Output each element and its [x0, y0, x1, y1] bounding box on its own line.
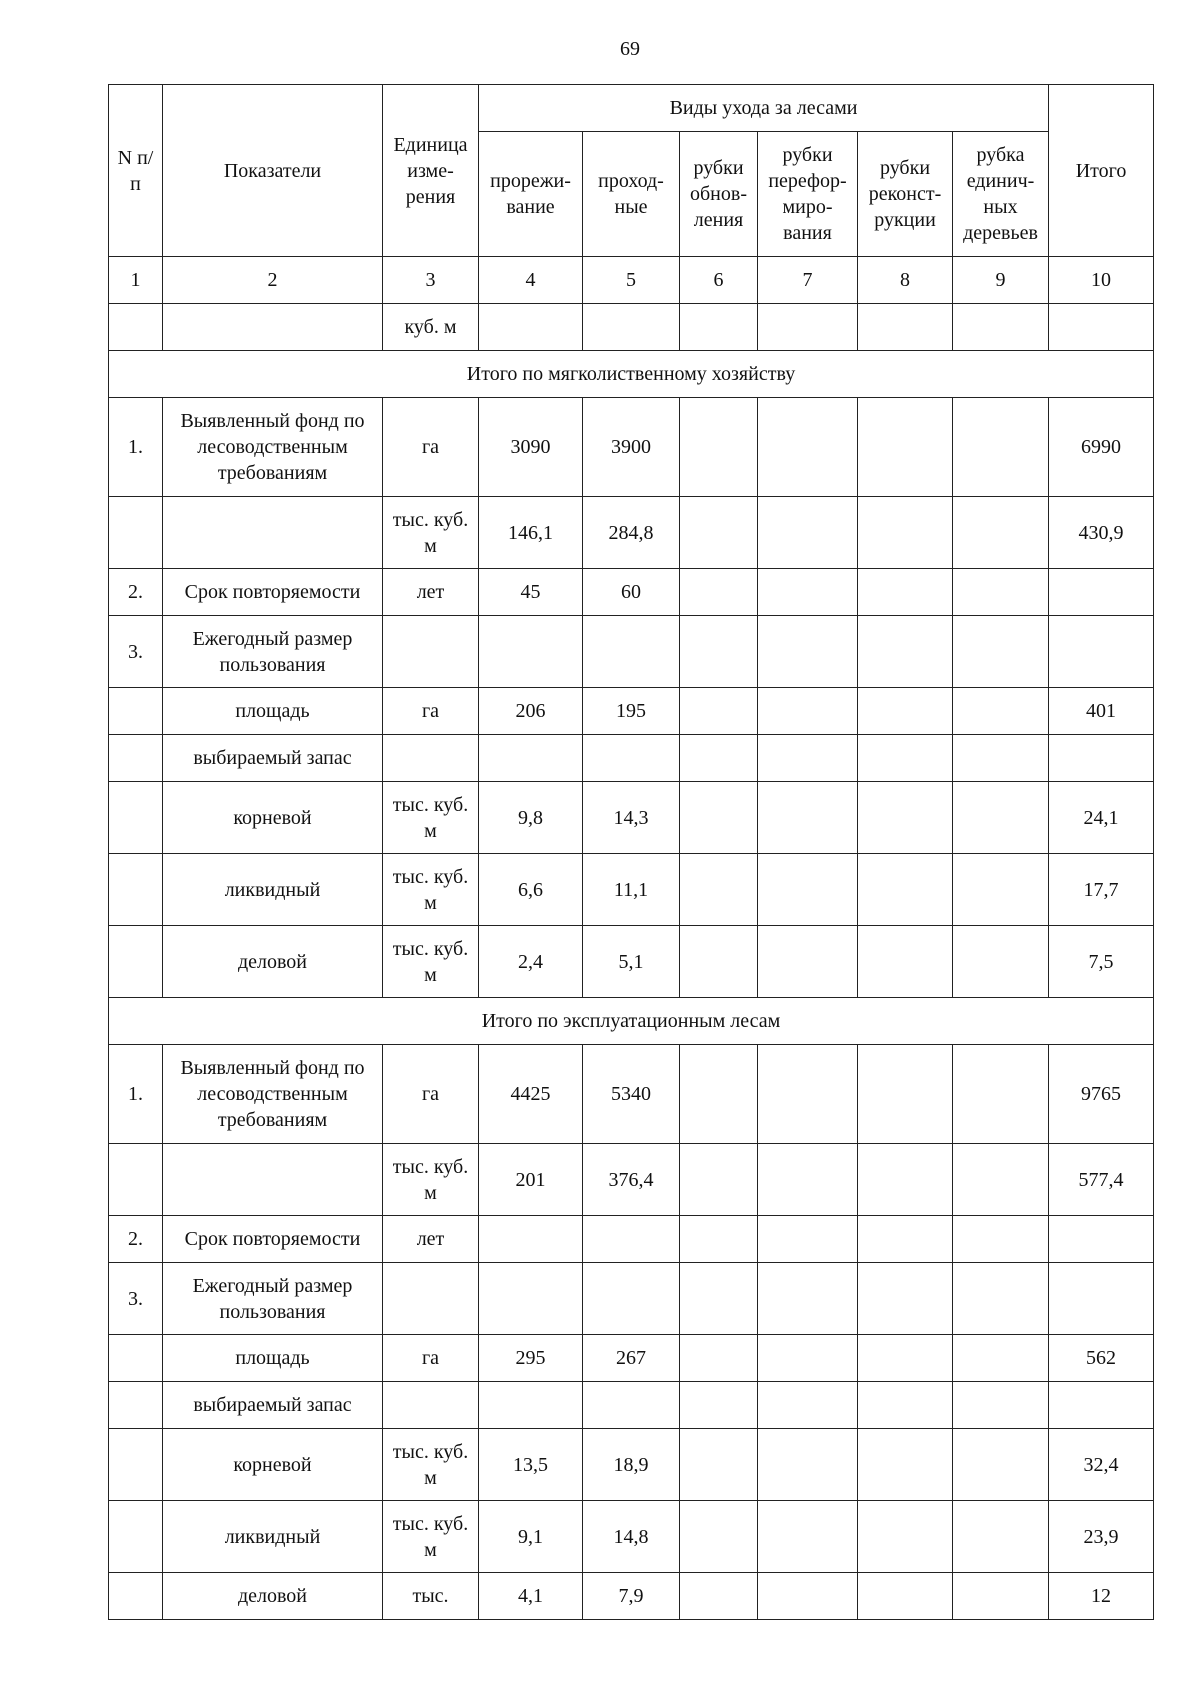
cell-passing: 195 [583, 688, 680, 735]
table-row [109, 304, 1154, 351]
cell-unit: тыс. куб. м [383, 926, 479, 998]
cell-reform [758, 616, 858, 688]
header-reconstruction: рубки реконст-рукции [858, 132, 953, 257]
cell-reform [758, 1216, 858, 1263]
cell-thinning [479, 616, 583, 688]
cell-total: 6990 [1049, 398, 1154, 497]
cell-renewal [680, 1144, 758, 1216]
cell-total: 7,5 [1049, 926, 1154, 998]
col-number: 8 [858, 257, 953, 304]
table-row [109, 854, 1154, 926]
cell-indicator: деловой [163, 1573, 383, 1620]
header-num: N п/п [109, 85, 163, 257]
cell-renewal [680, 782, 758, 854]
header-thinning: прорежи-вание [479, 132, 583, 257]
header-indicator: Показатели [163, 85, 383, 257]
cell-reform [758, 1335, 858, 1382]
cell-row-number [109, 1382, 163, 1429]
col-number: 9 [953, 257, 1049, 304]
cell-total: 430,9 [1049, 497, 1154, 569]
cell-unit: тыс. куб. м [383, 782, 479, 854]
cell-passing: 376,4 [583, 1144, 680, 1216]
cell-row-number: 2. [109, 1216, 163, 1263]
table-row [109, 782, 1154, 854]
cell-total [1049, 569, 1154, 616]
table-row [109, 1382, 1154, 1429]
cell-reform [758, 304, 858, 351]
cell-passing: 5,1 [583, 926, 680, 998]
cell-unit: тыс. куб. м [383, 1501, 479, 1573]
section-title: Итого по мягколиственному хозяйству [109, 351, 1154, 398]
cell-passing: 284,8 [583, 497, 680, 569]
table-row [109, 926, 1154, 998]
cell-reconstruction [858, 497, 953, 569]
cell-thinning [479, 735, 583, 782]
cell-unit: лет [383, 1216, 479, 1263]
cell-thinning: 9,8 [479, 782, 583, 854]
header-group-title: Виды ухода за лесами [479, 85, 1049, 132]
cell-row-number: 1. [109, 1045, 163, 1144]
cell-passing [583, 1382, 680, 1429]
cell-single-trees [953, 1501, 1049, 1573]
header-passing: проход-ные [583, 132, 680, 257]
cell-passing [583, 1263, 680, 1335]
cell-renewal [680, 497, 758, 569]
cell-indicator [163, 497, 383, 569]
cell-renewal [680, 735, 758, 782]
cell-single-trees [953, 398, 1049, 497]
cell-reform [758, 1573, 858, 1620]
cell-thinning: 4425 [479, 1045, 583, 1144]
table-body [109, 304, 1154, 1620]
cell-thinning [479, 1382, 583, 1429]
col-number: 1 [109, 257, 163, 304]
cell-row-number [109, 1144, 163, 1216]
cell-reform [758, 1263, 858, 1335]
cell-renewal [680, 304, 758, 351]
cell-row-number: 3. [109, 1263, 163, 1335]
cell-row-number [109, 782, 163, 854]
cell-reform [758, 926, 858, 998]
cell-indicator: площадь [163, 1335, 383, 1382]
cell-renewal [680, 1382, 758, 1429]
table-row [109, 1501, 1154, 1573]
cell-passing: 5340 [583, 1045, 680, 1144]
cell-indicator: Ежегодный размер пользования [163, 1263, 383, 1335]
cell-renewal [680, 569, 758, 616]
cell-unit: куб. м [383, 304, 479, 351]
cell-renewal [680, 616, 758, 688]
cell-indicator: корневой [163, 1429, 383, 1501]
col-number: 5 [583, 257, 680, 304]
cell-thinning: 2,4 [479, 926, 583, 998]
cell-reform [758, 1382, 858, 1429]
cell-unit [383, 1263, 479, 1335]
col-number: 4 [479, 257, 583, 304]
cell-unit [383, 735, 479, 782]
cell-unit: тыс. куб. м [383, 854, 479, 926]
cell-thinning: 206 [479, 688, 583, 735]
cell-unit: лет [383, 569, 479, 616]
cell-passing: 3900 [583, 398, 680, 497]
cell-indicator: Выявленный фонд по лесоводственным требованиям [163, 1045, 383, 1144]
cell-renewal [680, 398, 758, 497]
cell-row-number: 1. [109, 398, 163, 497]
cell-total [1049, 304, 1154, 351]
table-row [109, 616, 1154, 688]
cell-renewal [680, 1045, 758, 1144]
cell-indicator: деловой [163, 926, 383, 998]
cell-total [1049, 1216, 1154, 1263]
cell-renewal [680, 854, 758, 926]
cell-reconstruction [858, 616, 953, 688]
header-reform: рубки перефор-миро-вания [758, 132, 858, 257]
cell-row-number [109, 304, 163, 351]
table-row [109, 497, 1154, 569]
cell-thinning: 201 [479, 1144, 583, 1216]
cell-row-number: 2. [109, 569, 163, 616]
cell-reconstruction [858, 1382, 953, 1429]
cell-unit: тыс. куб. м [383, 1144, 479, 1216]
cell-indicator: выбираемый запас [163, 1382, 383, 1429]
table-row [109, 1045, 1154, 1144]
cell-total: 562 [1049, 1335, 1154, 1382]
cell-reconstruction [858, 735, 953, 782]
cell-total [1049, 1263, 1154, 1335]
page-number: 69 [620, 38, 640, 60]
cell-single-trees [953, 1216, 1049, 1263]
col-number: 2 [163, 257, 383, 304]
cell-reconstruction [858, 926, 953, 998]
cell-single-trees [953, 688, 1049, 735]
cell-row-number [109, 1501, 163, 1573]
cell-total: 9765 [1049, 1045, 1154, 1144]
col-number: 7 [758, 257, 858, 304]
col-number: 6 [680, 257, 758, 304]
cell-row-number [109, 497, 163, 569]
cell-thinning [479, 1216, 583, 1263]
table-row [109, 1144, 1154, 1216]
table-row [109, 1263, 1154, 1335]
forest-care-table [108, 84, 1154, 1620]
col-number: 10 [1049, 257, 1154, 304]
cell-single-trees [953, 569, 1049, 616]
cell-reform [758, 569, 858, 616]
cell-reform [758, 1501, 858, 1573]
cell-single-trees [953, 854, 1049, 926]
cell-thinning: 4,1 [479, 1573, 583, 1620]
cell-unit: га [383, 688, 479, 735]
cell-passing: 14,8 [583, 1501, 680, 1573]
cell-indicator: Выявленный фонд по лесоводственным требованиям [163, 398, 383, 497]
cell-total: 32,4 [1049, 1429, 1154, 1501]
cell-total: 577,4 [1049, 1144, 1154, 1216]
cell-row-number [109, 688, 163, 735]
cell-passing: 18,9 [583, 1429, 680, 1501]
cell-reform [758, 688, 858, 735]
cell-thinning: 6,6 [479, 854, 583, 926]
cell-thinning: 295 [479, 1335, 583, 1382]
cell-thinning: 3090 [479, 398, 583, 497]
cell-total: 23,9 [1049, 1501, 1154, 1573]
cell-reform [758, 1144, 858, 1216]
cell-thinning: 13,5 [479, 1429, 583, 1501]
cell-single-trees [953, 497, 1049, 569]
cell-indicator: выбираемый запас [163, 735, 383, 782]
cell-reform [758, 1429, 858, 1501]
table-row [109, 1573, 1154, 1620]
cell-renewal [680, 1216, 758, 1263]
cell-indicator: ликвидный [163, 854, 383, 926]
cell-thinning [479, 1263, 583, 1335]
cell-unit [383, 1382, 479, 1429]
cell-row-number [109, 1429, 163, 1501]
cell-unit [383, 616, 479, 688]
header-single-trees: рубка единич-ных деревьев [953, 132, 1049, 257]
cell-total [1049, 735, 1154, 782]
cell-unit: тыс. куб. м [383, 1429, 479, 1501]
cell-renewal [680, 1501, 758, 1573]
cell-indicator: ликвидный [163, 1501, 383, 1573]
cell-single-trees [953, 926, 1049, 998]
cell-passing [583, 304, 680, 351]
section-header-row [109, 351, 1154, 398]
cell-reconstruction [858, 304, 953, 351]
cell-total: 24,1 [1049, 782, 1154, 854]
cell-reconstruction [858, 688, 953, 735]
cell-row-number [109, 1335, 163, 1382]
cell-thinning: 45 [479, 569, 583, 616]
cell-thinning [479, 304, 583, 351]
cell-passing: 11,1 [583, 854, 680, 926]
cell-single-trees [953, 1382, 1049, 1429]
cell-total: 12 [1049, 1573, 1154, 1620]
cell-renewal [680, 1263, 758, 1335]
section-header-row [109, 998, 1154, 1045]
cell-passing: 267 [583, 1335, 680, 1382]
cell-passing [583, 1216, 680, 1263]
cell-reconstruction [858, 1263, 953, 1335]
cell-row-number [109, 854, 163, 926]
cell-single-trees [953, 304, 1049, 351]
cell-reconstruction [858, 398, 953, 497]
cell-reform [758, 398, 858, 497]
cell-reform [758, 497, 858, 569]
cell-thinning: 9,1 [479, 1501, 583, 1573]
cell-single-trees [953, 1263, 1049, 1335]
table-row [109, 735, 1154, 782]
cell-reconstruction [858, 1335, 953, 1382]
cell-reconstruction [858, 1573, 953, 1620]
cell-single-trees [953, 1144, 1049, 1216]
table-row [109, 1429, 1154, 1501]
cell-single-trees [953, 1573, 1049, 1620]
table-row [109, 688, 1154, 735]
cell-passing: 60 [583, 569, 680, 616]
cell-reform [758, 1045, 858, 1144]
table-row [109, 569, 1154, 616]
table-row [109, 1216, 1154, 1263]
cell-total [1049, 616, 1154, 688]
cell-passing [583, 616, 680, 688]
cell-single-trees [953, 782, 1049, 854]
cell-reconstruction [858, 1045, 953, 1144]
cell-row-number [109, 926, 163, 998]
cell-total: 401 [1049, 688, 1154, 735]
cell-passing: 7,9 [583, 1573, 680, 1620]
cell-total [1049, 1382, 1154, 1429]
cell-single-trees [953, 1045, 1049, 1144]
cell-single-trees [953, 616, 1049, 688]
cell-reconstruction [858, 1144, 953, 1216]
cell-indicator: Срок повторяемости [163, 569, 383, 616]
header-total: Итого [1049, 85, 1154, 257]
cell-unit: тыс. [383, 1573, 479, 1620]
cell-single-trees [953, 1335, 1049, 1382]
cell-renewal [680, 688, 758, 735]
col-number: 3 [383, 257, 479, 304]
table-row [109, 1335, 1154, 1382]
cell-passing [583, 735, 680, 782]
cell-reconstruction [858, 782, 953, 854]
section-title: Итого по эксплуатационным лесам [109, 998, 1154, 1045]
cell-reform [758, 854, 858, 926]
cell-indicator: Ежегодный размер пользования [163, 616, 383, 688]
cell-indicator: площадь [163, 688, 383, 735]
cell-passing: 14,3 [583, 782, 680, 854]
cell-renewal [680, 1573, 758, 1620]
cell-indicator: корневой [163, 782, 383, 854]
cell-reconstruction [858, 1429, 953, 1501]
cell-renewal [680, 1429, 758, 1501]
cell-row-number: 3. [109, 616, 163, 688]
cell-single-trees [953, 1429, 1049, 1501]
cell-unit: га [383, 1045, 479, 1144]
cell-row-number [109, 735, 163, 782]
cell-renewal [680, 1335, 758, 1382]
cell-total: 17,7 [1049, 854, 1154, 926]
cell-single-trees [953, 735, 1049, 782]
cell-unit: га [383, 398, 479, 497]
table-row [109, 398, 1154, 497]
cell-reform [758, 735, 858, 782]
cell-indicator: Срок повторяемости [163, 1216, 383, 1263]
header-renewal: рубки обнов-ления [680, 132, 758, 257]
cell-indicator [163, 304, 383, 351]
header-unit: Единица изме-рения [383, 85, 479, 257]
cell-unit: тыс. куб. м [383, 497, 479, 569]
cell-reconstruction [858, 569, 953, 616]
cell-reconstruction [858, 1216, 953, 1263]
cell-row-number [109, 1573, 163, 1620]
cell-thinning: 146,1 [479, 497, 583, 569]
cell-reconstruction [858, 1501, 953, 1573]
table-header [109, 85, 1154, 304]
cell-unit: га [383, 1335, 479, 1382]
cell-indicator [163, 1144, 383, 1216]
cell-renewal [680, 926, 758, 998]
cell-reconstruction [858, 854, 953, 926]
cell-reform [758, 782, 858, 854]
